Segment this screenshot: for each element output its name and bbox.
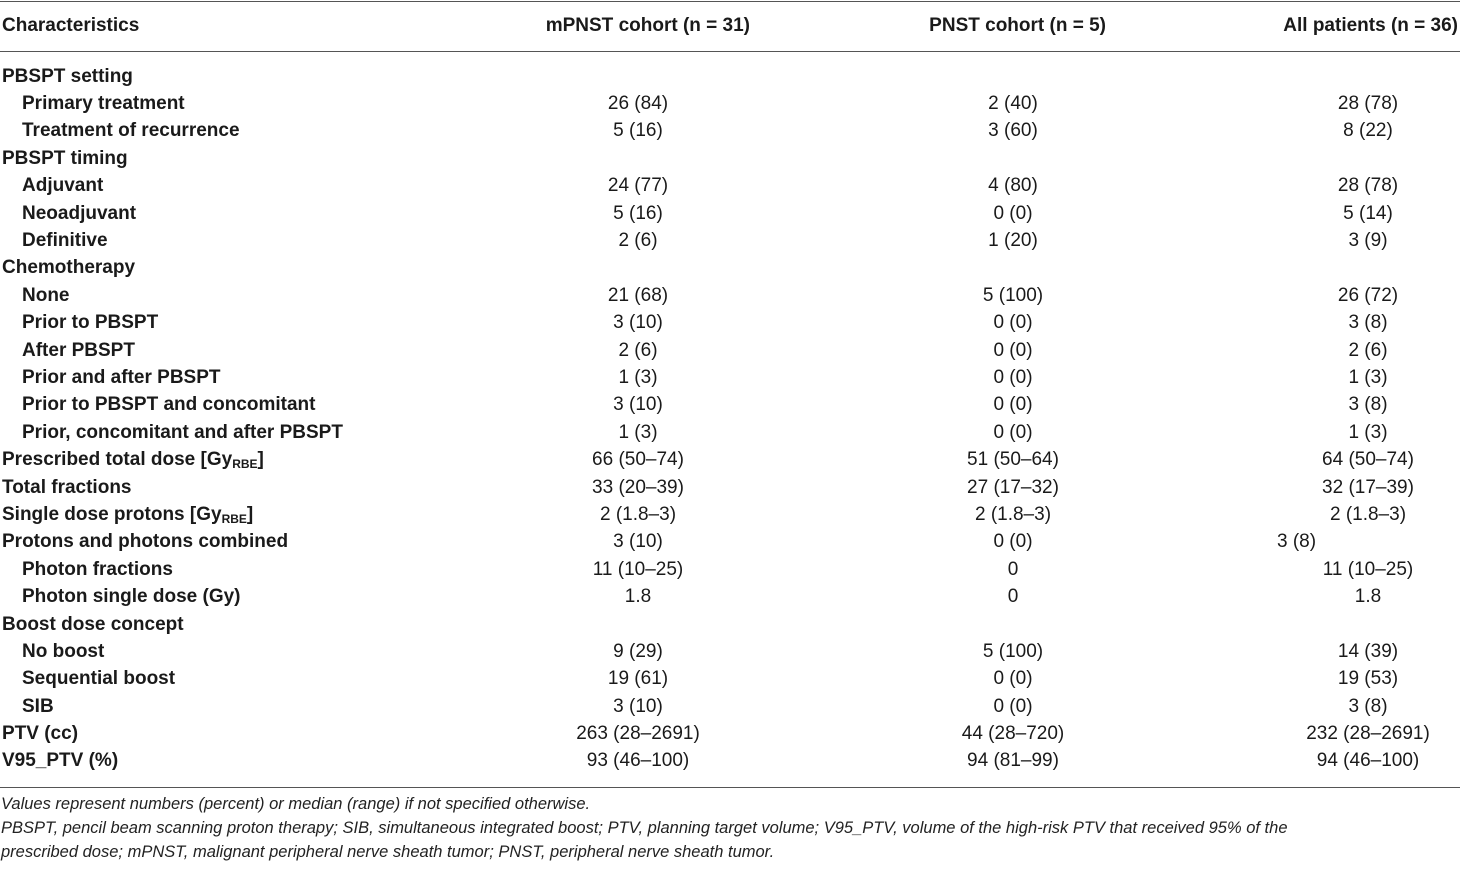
row-label — [0, 748, 450, 775]
cell-v2 — [824, 392, 1178, 419]
cell-value: 11 (10–25) — [592, 558, 684, 580]
cell-value: 9 (29) — [613, 640, 663, 662]
cell-value: 21 (68) — [607, 284, 669, 306]
row-label — [0, 529, 450, 556]
cell-v3 — [1178, 282, 1460, 309]
table-row — [0, 227, 1460, 254]
cell-v3 — [1178, 748, 1460, 775]
table-row — [0, 392, 1460, 419]
cell-value: 19 (53) — [1337, 668, 1399, 690]
cell-value: 0 (0) — [993, 695, 1033, 717]
row-label — [0, 310, 450, 337]
cell-v1 — [450, 337, 824, 364]
cell-v1 — [450, 52, 824, 90]
cell-v2 — [824, 474, 1178, 501]
cell-v2 — [824, 693, 1178, 720]
cell-v1 — [450, 200, 824, 227]
row-label — [0, 501, 450, 528]
row-label-text: Treatment of recurrence — [22, 120, 240, 142]
row-label — [0, 638, 450, 665]
row-label — [0, 118, 450, 145]
cell-v3 — [1178, 52, 1460, 90]
row-label — [0, 666, 450, 693]
row-label — [0, 364, 450, 391]
cell-v1 — [450, 474, 824, 501]
cell-v3 — [1178, 90, 1460, 117]
cell-value: 1 (3) — [1348, 421, 1388, 443]
cell-v3 — [1178, 227, 1460, 254]
cell-v3 — [1178, 200, 1460, 227]
header-mpnst-cohort: mPNST cohort (n = 31) — [545, 15, 750, 36]
cell-value: 2 (1.8–3) — [974, 503, 1052, 525]
row-label-text: Definitive — [22, 230, 108, 252]
footnote-abbreviations-1: PBSPT, pencil beam scanning proton therapy; SIB, simultaneous integrated boost; PTV, planning target volume; V95_PTV, volume of the high-risk PTV that received 95% of the — [1, 819, 1288, 837]
cell-value: 32 (17–39) — [1322, 476, 1414, 498]
cell-v1 — [450, 118, 824, 145]
cell-value: 66 (50–74) — [592, 449, 684, 471]
cell-v2 — [824, 501, 1178, 528]
cell-v2 — [824, 227, 1178, 254]
row-label — [0, 583, 450, 610]
cell-v2 — [824, 282, 1178, 309]
row-label — [0, 145, 450, 172]
table-row — [0, 666, 1460, 693]
row-label-text: PBSPT setting — [2, 65, 133, 87]
cell-value: 0 (0) — [993, 394, 1033, 416]
cell-v1 — [450, 638, 824, 665]
cell-v2 — [824, 255, 1178, 282]
row-label-text: Prior, concomitant and after PBSPT — [22, 421, 343, 443]
row-label — [0, 474, 450, 501]
cell-value: 2 (6) — [618, 339, 658, 361]
row-label — [0, 611, 450, 638]
cell-v2 — [824, 666, 1178, 693]
cell-v3 — [1178, 501, 1460, 528]
cell-v1 — [450, 419, 824, 446]
header-pnst-cohort: PNST cohort (n = 5) — [929, 15, 1106, 36]
cell-v2 — [824, 583, 1178, 610]
row-label-text: Neoadjuvant — [22, 202, 137, 224]
cell-value: 3 (9) — [1348, 230, 1388, 252]
cell-value: 19 (61) — [607, 668, 669, 690]
row-label-suffix: ] — [246, 503, 254, 525]
cell-v3 — [1178, 666, 1460, 693]
cell-v1 — [450, 90, 824, 117]
cell-value: 3 (10) — [613, 394, 663, 416]
cell-v3 — [1178, 446, 1460, 473]
cell-value: 0 (0) — [993, 312, 1033, 334]
bottom-rule — [0, 787, 1460, 788]
cell-v1 — [450, 282, 824, 309]
cell-v2 — [824, 720, 1178, 747]
cell-v3 — [1178, 419, 1460, 446]
cell-v2 — [824, 52, 1178, 90]
table-row — [0, 282, 1460, 309]
row-label-text: Protons and photons combined — [2, 531, 289, 553]
cell-value: 51 (50–64) — [967, 449, 1059, 471]
row-label-subscript: RBE — [232, 457, 258, 472]
table-row — [0, 611, 1460, 638]
cell-v1 — [450, 529, 824, 556]
row-label-text: Photon fractions — [22, 558, 173, 580]
cell-v2 — [824, 173, 1178, 200]
cell-value: 5 (100) — [982, 284, 1044, 306]
row-label — [0, 173, 450, 200]
cell-v3 — [1178, 118, 1460, 145]
row-label-subscript: RBE — [221, 511, 247, 526]
row-label-text: Total fractions — [2, 476, 132, 498]
table-row — [0, 501, 1460, 528]
cell-value: 94 (81–99) — [967, 750, 1059, 772]
cell-value: 44 (28–720) — [961, 723, 1065, 745]
cell-value: 0 (0) — [993, 202, 1033, 224]
cell-v1 — [450, 611, 824, 638]
cell-value: 5 (16) — [613, 120, 663, 142]
row-label — [0, 90, 450, 117]
row-label-text: No boost — [22, 640, 105, 662]
table-row — [0, 310, 1460, 337]
row-label-text: After PBSPT — [22, 339, 135, 361]
cell-v3 — [1178, 392, 1460, 419]
cell-v3 — [1178, 145, 1460, 172]
cell-v2 — [824, 556, 1178, 583]
table-row — [0, 748, 1460, 775]
cell-v1 — [450, 145, 824, 172]
cell-value: 3 (8) — [1277, 531, 1317, 553]
table-row — [0, 529, 1460, 556]
cell-value: 26 (84) — [607, 93, 669, 115]
row-label — [0, 419, 450, 446]
cell-v1 — [450, 748, 824, 775]
table-row — [0, 173, 1460, 200]
cell-value: 2 (1.8–3) — [599, 503, 677, 525]
cell-v2 — [824, 446, 1178, 473]
cell-value: 33 (20–39) — [592, 476, 684, 498]
cell-v1 — [450, 364, 824, 391]
cell-v1 — [450, 255, 824, 282]
cell-v3 — [1178, 255, 1460, 282]
cell-value: 1 (3) — [618, 421, 658, 443]
cell-v2 — [824, 310, 1178, 337]
cell-value: 28 (78) — [1337, 93, 1399, 115]
cell-value: 11 (10–25) — [1322, 558, 1414, 580]
row-label-text: Primary treatment — [22, 93, 185, 115]
row-label — [0, 52, 450, 90]
cell-v2 — [824, 118, 1178, 145]
row-label-text: Chemotherapy — [2, 257, 136, 279]
cell-v2 — [824, 419, 1178, 446]
table-row — [0, 446, 1460, 473]
cell-v2 — [824, 638, 1178, 665]
row-label — [0, 337, 450, 364]
cell-value: 3 (8) — [1348, 394, 1388, 416]
cell-value: 93 (46–100) — [586, 750, 690, 772]
cell-v1 — [450, 556, 824, 583]
table-row — [0, 52, 1460, 90]
cell-v3 — [1178, 474, 1460, 501]
cell-value: 0 — [1007, 558, 1019, 580]
cell-value: 4 (80) — [988, 175, 1038, 197]
cell-value: 0 (0) — [993, 668, 1033, 690]
cell-v1 — [450, 501, 824, 528]
cell-value: 94 (46–100) — [1316, 750, 1420, 772]
row-label — [0, 200, 450, 227]
row-label — [0, 392, 450, 419]
cell-v1 — [450, 173, 824, 200]
cell-value: 8 (22) — [1343, 120, 1393, 142]
row-label-text: SIB — [22, 695, 54, 717]
cell-value: 0 (0) — [993, 366, 1033, 388]
cell-v2 — [824, 200, 1178, 227]
cell-value: 14 (39) — [1337, 640, 1399, 662]
table-row — [0, 419, 1460, 446]
row-label-text: Prior to PBSPT — [22, 312, 159, 334]
cell-value: 3 (10) — [613, 531, 663, 553]
cell-value: 3 (8) — [1348, 695, 1388, 717]
header-characteristics: Characteristics — [2, 15, 140, 36]
cell-value: 2 (6) — [618, 230, 658, 252]
table-row — [0, 337, 1460, 364]
row-label-text: Boost dose concept — [2, 613, 184, 635]
table-body — [0, 52, 1460, 775]
row-label-text: Photon single dose (Gy) — [22, 586, 241, 608]
row-label-text: PTV (cc) — [2, 723, 79, 745]
table-row — [0, 364, 1460, 391]
cell-v1 — [450, 693, 824, 720]
table-row — [0, 556, 1460, 583]
row-label-suffix: ] — [257, 449, 264, 471]
cell-value: 0 (0) — [993, 339, 1033, 361]
row-label-text: Adjuvant — [22, 175, 104, 197]
row-label-text: None — [22, 284, 70, 306]
cell-v3 — [1178, 556, 1460, 583]
cell-v3 — [1178, 337, 1460, 364]
cell-value: 0 (0) — [993, 531, 1033, 553]
cell-v1 — [450, 720, 824, 747]
row-label-text: Prior and after PBSPT — [22, 366, 221, 388]
row-label — [0, 255, 450, 282]
cell-v3 — [1178, 611, 1460, 638]
cell-value: 1.8 — [1354, 586, 1382, 608]
row-label-text: Prior to PBSPT and concomitant — [22, 394, 316, 416]
cell-v2 — [824, 611, 1178, 638]
cell-value: 3 (10) — [613, 695, 663, 717]
cell-v3 — [1178, 693, 1460, 720]
cell-value: 2 (40) — [988, 93, 1038, 115]
cell-value: 2 (6) — [1348, 339, 1388, 361]
cell-value: 263 (28–2691) — [576, 723, 700, 745]
table-footnotes — [0, 792, 1460, 864]
cell-value: 3 (8) — [1348, 312, 1388, 334]
table-row — [0, 118, 1460, 145]
table-row — [0, 90, 1460, 117]
cell-value: 24 (77) — [607, 175, 669, 197]
cell-value: 1 (3) — [618, 366, 658, 388]
cell-value: 0 — [1007, 586, 1019, 608]
cell-v3 — [1178, 638, 1460, 665]
footnote-abbreviations-2: prescribed dose; mPNST, malignant peripheral nerve sheath tumor; PNST, peripheral nerve sheath tumor. — [1, 843, 775, 861]
header-all-patients: All patients (n = 36) — [1283, 15, 1458, 36]
cell-v2 — [824, 529, 1178, 556]
table-row — [0, 693, 1460, 720]
row-label — [0, 693, 450, 720]
cell-v3 — [1178, 364, 1460, 391]
table-row — [0, 638, 1460, 665]
cell-value: 5 (100) — [982, 640, 1044, 662]
row-label — [0, 720, 450, 747]
cell-value: 26 (72) — [1337, 284, 1399, 306]
cell-v1 — [450, 583, 824, 610]
table-row — [0, 583, 1460, 610]
row-label-text: Single dose protons [Gy — [2, 503, 222, 525]
cell-v1 — [450, 392, 824, 419]
row-label-text: Sequential boost — [22, 668, 176, 690]
cell-v1 — [450, 446, 824, 473]
footnote-values: Values represent numbers (percent) or median (range) if not specified otherwise. — [1, 795, 591, 813]
table-row — [0, 720, 1460, 747]
cell-value: 232 (28–2691) — [1306, 723, 1430, 745]
cell-v2 — [824, 337, 1178, 364]
row-label — [0, 227, 450, 254]
table-row — [0, 255, 1460, 282]
row-label — [0, 446, 450, 473]
row-label-text: V95_PTV (%) — [2, 750, 119, 772]
cell-v2 — [824, 748, 1178, 775]
cell-v1 — [450, 227, 824, 254]
cell-v3 — [1178, 583, 1460, 610]
cell-value: 3 (10) — [613, 312, 663, 334]
row-label-text: PBSPT timing — [2, 147, 128, 169]
cell-value: 64 (50–74) — [1322, 449, 1414, 471]
table-row — [0, 200, 1460, 227]
cell-v2 — [824, 90, 1178, 117]
table-row — [0, 145, 1460, 172]
cell-value: 3 (60) — [988, 120, 1038, 142]
cell-v1 — [450, 310, 824, 337]
cell-v2 — [824, 145, 1178, 172]
cell-v3 — [1178, 173, 1460, 200]
cell-value: 27 (17–32) — [967, 476, 1059, 498]
cell-v2 — [824, 364, 1178, 391]
table-row — [0, 474, 1460, 501]
cell-value: 5 (14) — [1343, 202, 1393, 224]
cell-v3 — [1178, 720, 1460, 747]
cell-value: 5 (16) — [613, 202, 663, 224]
row-label-text: Prescribed total dose [Gy — [2, 449, 233, 471]
cell-value: 1 (3) — [1348, 366, 1388, 388]
cell-value: 1.8 — [624, 586, 652, 608]
header-row — [0, 0, 1460, 52]
cell-value: 0 (0) — [993, 421, 1033, 443]
cell-v3 — [1178, 310, 1460, 337]
cell-value: 1 (20) — [988, 230, 1038, 252]
cell-value: 28 (78) — [1337, 175, 1399, 197]
cell-value: 2 (1.8–3) — [1329, 503, 1407, 525]
cell-v1 — [450, 666, 824, 693]
cell-v3 — [1178, 529, 1460, 556]
row-label — [0, 282, 450, 309]
row-label — [0, 556, 450, 583]
